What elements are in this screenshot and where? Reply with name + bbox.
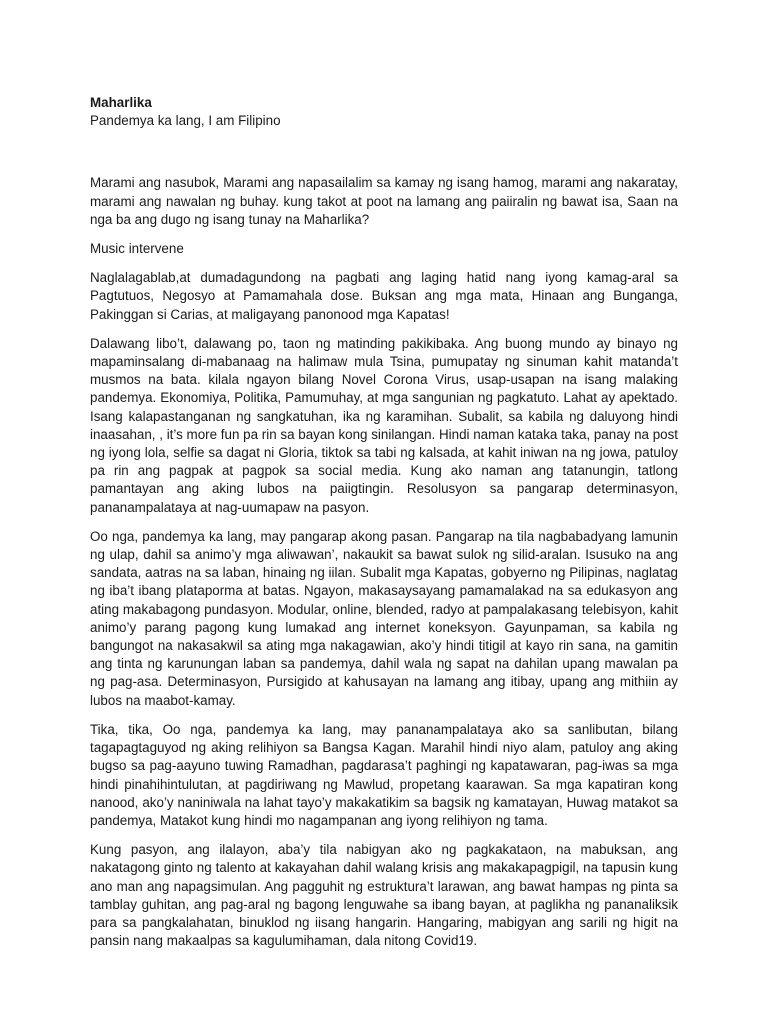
document-title: Maharlika xyxy=(90,95,152,110)
document-subtitle: Pandemya ka lang, I am Filipino xyxy=(90,113,281,129)
paragraph-intro: Marami ang nasubok, Marami ang napasailalim sa kamay ng isang hamog, marami ang nakaratay, marami ang nawalan ng buhay. kung takot at poot na lamang ang paiiralin ng bawat isa, Saan na nga ba ang dugo ng isang tunay na Maharlika? xyxy=(90,175,678,227)
paragraph-passion: Kung pasyon, ang ilalayon, aba’y tila nabigyan ako ng pagkakataon, na mabuksan, ang nakatagong ginto ng talento at kakayahan dahil walang krisis ang makakapagpigil, na tapusin kung ano man ang napagsimulan. Ang pagguhit ng estruktura’t larawan, ang bawat hampas ng pinta sa tamblay guhitan, ang pag-aral ng bagong lenguwahe sa ibang bayan, at paglikha ng pananaliksik para sa pangkalahatan, binuklod ng iisang hangarin. Hangaring, mabigyan ang sarili ng higit na pansin nang makaalpas sa kagulumihaman, dala nitong Covid19. xyxy=(90,842,678,949)
document-page xyxy=(90,94,678,961)
paragraph-music-cue: Music intervene xyxy=(90,241,184,257)
paragraph-faith: Tika, tika, Oo nga, pandemya ka lang, may pananampalataya ako sa sanlibutan, bilang tagapagtaguyod ng aking relihiyon sa Bangsa Kagan. Marahil hindi niyo alam, patuloy ang aking bugso sa pag-aayuno tuwing Ramadhan, pagdarasa’t paghingi ng kapatawaran, pag-iwas sa mga hindi pinahihintulutan, at pagdiriwang ng Mawlud, propetang kaarawan. Sa mga kapatiran kong nanood, ako’y naniniwala na lahat tayo’y makakatikim sa bagsik ng kamatayan, Huwag matakot sa pandemya, Matakot kung hindi mo nagampanan ang iyong relihiyon ng tama. xyxy=(90,721,678,828)
paragraph-pandemic: Dalawang libo’t, dalawang po, taon ng matinding pakikibaka. Ang buong mundo ay binayo ng mapaminsalang di-mabanaag na halimaw mula Tsina, pumupatay ng sinuman kahit matanda’t musmos na bata. kilala ngayon bilang Novel Corona Virus, usap-usapan na isang malaking pandemya. Ekonomiya, Politika, Pamumuhay, at mga sangunian ng pagkatuto. Lahat ay apektado. Isang kalapastanganan ng sangkatuhan, ika ng karamihan. Subalit, sa kabila ng daluyong hindi inaasahan, , it’s more fun pa rin sa bayan kong sinilangan. Hindi naman kataka taka, panay na post ng iyong lola, selfie sa dagat ni Gloria, tiktok sa tabi ng kalsada, at kahit iniwan na ng jowa, patuloy pa rin ang pagpak at pagpok sa social media. Kung ako naman ang tatanungin, tatlong pamantayan ang aking lubos na paiigtingin. Resolusyon sa pangarap determinasyon, pananampalataya at nag-uumapaw na pasyon. xyxy=(90,335,678,515)
paragraph-dream: Oo nga, pandemya ka lang, may pangarap akong pasan. Pangarap na tila nagbabadyang lamunin ng ulap, dahil sa animo’y mga aliwawan’, nakaukit sa bawat sulok ng silid-aralan. Isusuko na ang sandata, aatras na sa laban, hinaing ng iilan. Subalit mga Kapatas, gobyerno ng Pilipinas, naglatag ng iba’t ibang plataporma at batas. Ngayon, makasaysayang pamamalakad na sa edukasyon ang ating makabagong pundasyon. Modular, online, blended, radyo at pampalakasang telebisyon, kahit animo’y parang pagong kung lumakad ang internet koneksyon. Gayunpaman, sa kabila ng bangungot na nakasakwil sa ating mga nakagawian, ako’y hindi titigil at kayo rin sana, na gamitin ang tinta ng karunungan laban sa pandemya, dahil wala ng sapat na dahilan upang mawalan pa ng pag-asa. Determinasyon, Pursigido at kahusayan na lamang ang itibay, upang ang mithiin ay lubos na maabot-kamay. xyxy=(90,528,678,708)
paragraph-greeting: Naglalagablab,at dumadagundong na pagbati ang laging hatid nang iyong kamag-aral sa Pagtutuos, Negosyo at Pamamahala dose. Buksan ang mga mata, Hinaan ang Bunganga, Pakinggan si Carias, at maligayang panonood mga Kapatas! xyxy=(90,270,678,322)
